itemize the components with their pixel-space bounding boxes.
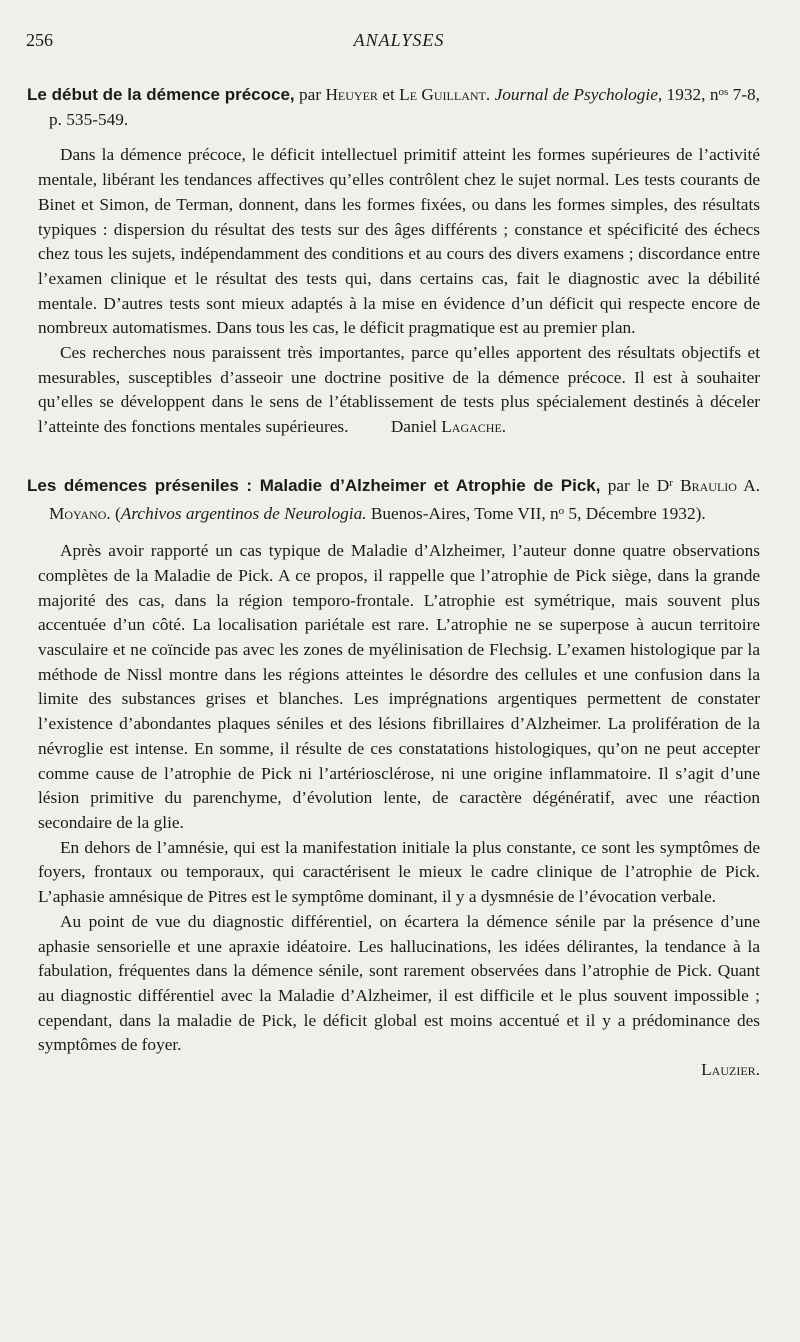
signature: Daniel Lagache. bbox=[390, 417, 507, 437]
article-title: Les démences préseniles : Maladie d’Alzheimer et Atrophie de Pick, par le $D^r$ Braulio A. Moyano. (Archivos argentinos de Neurologia. Buenos-Aires, Tome VII, $n^o$ 5, Décembre 1932). bbox=[27, 475, 761, 523]
running-title: ANALYSES bbox=[353, 30, 445, 50]
article-title: Le début de la démence précoce, par Heuyer et Le Guillant. Journal de Psychologie, 1932, $n^{os}$ 7-8, p. 535-549. bbox=[27, 85, 760, 129]
author-name: Braulio A. Moyano bbox=[49, 475, 761, 523]
review-moyano bbox=[27, 471, 761, 1083]
paragraph-with-signature: Ces recherches nous paraissent très importantes, parce qu’elles apportent des résultats objectifs et mesurables, susceptibles d’asseoir une doctrine positive de la démence précoce. Il est à souhaiter qu’elles se développent dans le sens de l’établissement de tests plus spécialement destinés à déceler l’atteinte des fonctions mentales supérieures. Daniel Lagache. bbox=[38, 343, 760, 437]
signature: Lauzier. bbox=[701, 1060, 760, 1080]
title-text: Le début de la démence précoce, bbox=[27, 85, 295, 104]
paragraph: Au point de vue du diagnostic différentiel, on écartera la démence sénile par la présence d’une aphasie sensorielle et une apraxie idéatoire. Les hallucinations, les idées délirantes, la tendance à la fabulation, fréquentes dans la démence sénile, sont rarement observées dans l’atrophie de Pick. Quant au diagnostic différentiel avec la Maladie d’Alzheimer, il est difficile et le plus souvent impossible ; cependant, dans la maladie de Pick, le déficit global est moins accentué et il y a prédominance des symptômes de foyer. bbox=[38, 911, 760, 1055]
page-number: 256 bbox=[26, 30, 53, 50]
running-head bbox=[26, 30, 760, 56]
review-heuyer-le-guillant bbox=[27, 80, 760, 440]
paragraph: Après avoir rapporté un cas typique de Maladie d’Alzheimer, l’auteur donne quatre observations complètes de la Maladie de Pick. A ce propos, il rappelle que l’atrophie de Pick siège, dans la grande majorité des cas, dans la région temporo-frontale. L’atrophie est symétrique, mais souvent plus accentuée d’un côté. La localisation pariétale est rare. L’atrophie ne se superpose à aucun territoire vasculaire et ne coïncide pas avec les zones de myélinisation de Flechsig. L’examen histologique par la méthode de Nissl montre dans les régions atteintes le désordre des cellules et une confusion dans la limite des substances grises et blanches. Les imprégnations argentiques permettent de constater l’existence d’abondantes plaques séniles et des lésions fibrillaires d’Alzheimer. La prolifération de la névroglie est intense. En somme, il résulte de ces constatations histologiques, qu’on ne peut accepter comme cause de l’atrophie de Pick ni l’artériosclérose, ni une origine inflammatoire. Il s’agit d’une lésion primitive du parenchyme, d’évolution lente, de caractère dégénératif, avec une réaction secondaire de la glie. bbox=[38, 541, 760, 832]
journal-name: Archivos argentinos de Neurologia. bbox=[120, 503, 367, 523]
paragraph: Dans la démence précoce, le déficit intellectuel primitif atteint les formes supérieures de l’activité mentale, libérant les tendances affectives qu’elles contrôlent chez le sujet normal. Les tests courants de Binet et Simon, de Terman, donnent, dans les formes fixées, ou dans les formes simples, des résultats typiques : dispersion du résultat des tests sur des âges différents ; constance et spécificité des échecs chez tous les sujets, indépendamment des conditions et au cours des divers examens ; discordance entre l’examen clinique et le résultat des tests qui, dans certains cas, fait le diagnostic avec la débilité mentale. D’autres tests sont mieux adaptés à la mise en évidence d’un déficit qui respecte encore de nombreux automatismes. Dans tous les cas, le déficit pragmatique est au premier plan. bbox=[38, 145, 760, 338]
author-name: Heuyer bbox=[325, 85, 378, 104]
paragraph: En dehors de l’amnésie, qui est la manifestation initiale la plus constante, ce sont les symptômes de foyers, frontaux ou temporaux, qui caractérisent le mieux le cadre clinique de l’atrophie de Pick. L’aphasie amnésique de Pitres est le symptôme dominant, il y a dysmnésie de l’évocation verbale. bbox=[38, 837, 760, 907]
journal-name: Journal de Psychologie, bbox=[494, 85, 663, 104]
author-name: Le Guillant bbox=[399, 85, 486, 104]
title-text: Les démences préseniles : Maladie d’Alzheimer et Atrophie de Pick, bbox=[27, 475, 601, 495]
